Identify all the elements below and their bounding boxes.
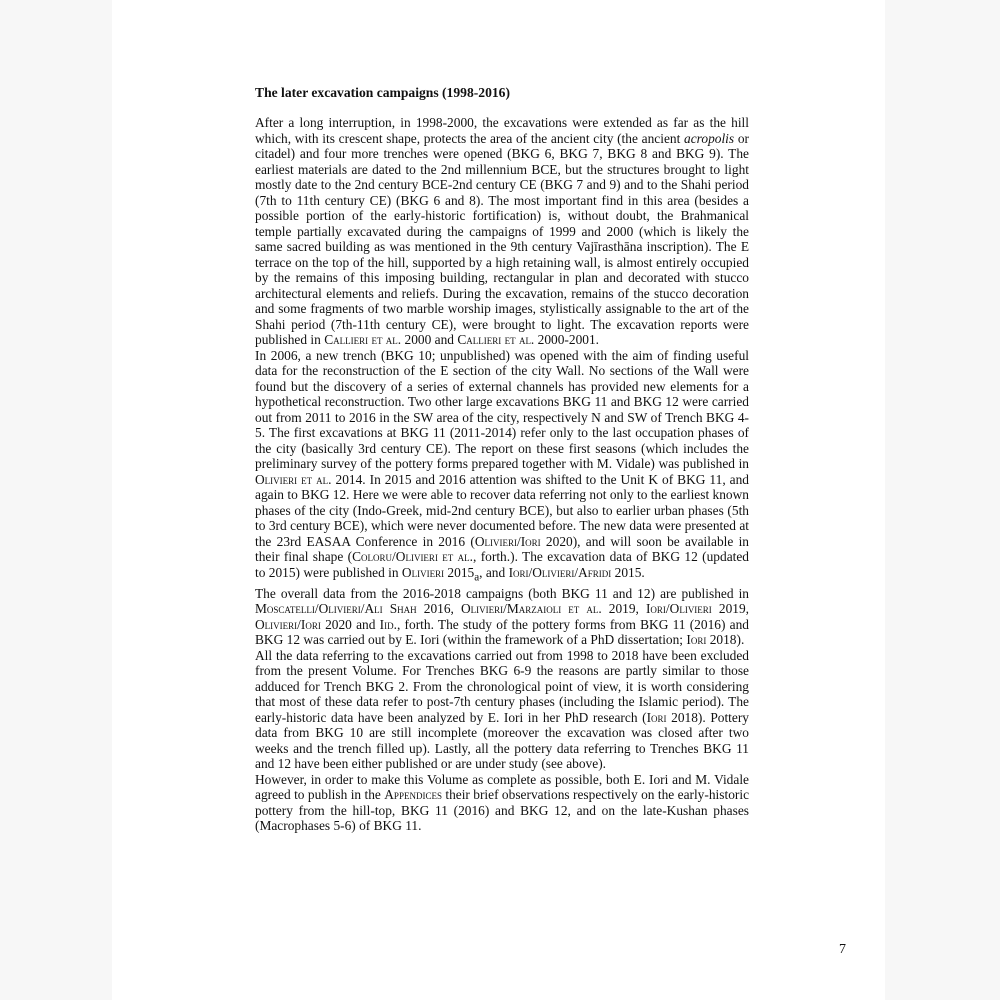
text-run: 2015. — [611, 564, 645, 580]
text-run: their brief observations respectively on the early-historic pottery from the hill-top, BKG 11 (2016) and BKG 12, and on the late-Kushan phases (Macrophases 5-6) of BKG 11. — [255, 787, 750, 834]
text-run: 2000 and — [401, 332, 458, 347]
paragraph-2 — [255, 348, 749, 586]
citation: Iori — [686, 632, 707, 648]
text-run: After a long interruption, in 1998-2000, the excavations were extended as far as the hill which, with its crescent shape, protects the area of the ancient city (the ancient — [255, 115, 749, 146]
paragraph-1 — [255, 115, 749, 348]
citation: Callieri et al. — [324, 332, 402, 347]
text-run: 2015 — [444, 564, 475, 580]
italic-term: acropolis — [684, 130, 735, 146]
page-number: 7 — [839, 942, 846, 957]
citation: Olivieri — [401, 564, 445, 580]
text-run: 2019, — [711, 601, 750, 617]
text-run: 2018). Pottery data from BKG 10 are still incomplete (moreover the excavation was closed after two weeks and the trench filled up). Lastly, all the pottery data referring to Trenches BKG 11 and 12 have been either published or are under study (see above). — [255, 709, 750, 772]
text-run: 2020), and will soon be available in their final shape ( — [255, 533, 749, 564]
text-run: 2020 and — [320, 616, 380, 632]
left-margin-shade — [0, 0, 112, 1000]
text-run: In 2006, a new trench (BKG 10; unpublished) was opened with the aim of finding useful data for the reconstruction of the E section of the city Wall. No sections of the Wall were found but the discovery of a series of external channels has provided new elements for a hypothetical reconstruction. Two other large excavations BKG 11 and BKG 12 were carried out from 2011 to 2016 in the SW area of the city, respectively N and SW of Trench BKG 4-5. The first excavations at BKG 11 (2011-2014) refer only to the last occupation phases of the city (basically 3rd century CE). The report on these first seasons (which includes the preliminary survey of the pottery forms prepared together with M. Vidale) was published in — [255, 347, 749, 471]
section-ref: Appendices — [384, 787, 442, 803]
text-run: , forth. The study of the pottery forms from BKG 11 (2016) and BKG 12 was carried out by E. Iori (within the framework of a PhD dissertation; — [255, 616, 749, 648]
citation: Olivieri/Iori — [255, 616, 321, 632]
body-text — [255, 115, 749, 834]
citation: Olivieri/Marzaioli et al. — [460, 601, 602, 617]
section-heading: The later excavation campaigns (1998-2016) — [255, 85, 510, 100]
paragraph-3 — [255, 586, 749, 648]
text-run: or citadel) and four more trenches were opened (BKG 6, BKG 7, BKG 8 and BKG 9). The earliest materials are dated to the 2nd millennium BCE, but the structures brought to light mostly date to the 2nd century BCE-2nd century CE (BKG 7 and 9) and to the Shahi period (7th to 11th century CE) (BKG 6 and 8). The most important find in this area (besides a possible portion of the early-historic fortification) is, without doubt, the Brahmanical temple partially excavated during the campaigns of 1999 and 2000 (which is likely the same sacred building as was mentioned in the 9th century Vajīrasthāna inscription). The E terrace on the top of the hill, supported by a high retaining wall, is almost entirely occupied by the remains of this imposing building, rectangular in plan and decorated with stucco architectural elements and reliefs. During the excavation, remains of the stucco decoration and some fragments of two marble worship images, stylistically assignable to the art of the Shahi period (7th-11th century CE), were brought to light. The excavation reports were published in — [255, 130, 749, 347]
text-run: 2016, — [416, 601, 461, 617]
citation: Callieri et al. — [457, 332, 535, 347]
citation: Iori/Olivieri — [645, 601, 712, 617]
citation: Iid. — [379, 616, 397, 632]
citation: Coloru/Olivieri et al. — [352, 549, 474, 564]
text-run: 2014. In 2015 and 2016 attention was shifted to the Unit K of BKG 11, and again to BKG 12. Here we were able to recover data referring not only to the earliest known phases of the city (Indo-Greek, mid-2nd century BCE), but also to earlier urban phases (5th to 3rd century BCE), which were never documented before. The new data were presented at the 23rd EASAA Conference in 2016 ( — [255, 471, 749, 549]
text-run: The overall data from the 2016-2018 campaigns (both BKG 11 and 12) are published in — [255, 585, 749, 601]
citation: Iori/Olivieri/Afridi — [508, 564, 612, 580]
citation: Iori — [646, 709, 667, 725]
paragraph-5 — [255, 772, 749, 834]
subscript: a — [474, 571, 480, 584]
text-run: However, in order to make this Volume as complete as possible, both E. Iori and M. Vidale agreed to publish in the — [255, 771, 749, 803]
text-run: 2000-2001. — [534, 332, 600, 347]
citation: Moscatelli/Olivieri/Ali Shah — [255, 601, 417, 617]
text-run: , and — [479, 564, 509, 580]
text-run: , forth.). The excavation data of BKG 12 (updated to 2015) were published in — [255, 549, 749, 580]
citation: Olivieri/Iori — [474, 533, 541, 549]
text-run: All the data referring to the excavations carried out from 1998 to 2018 have been excluded from the present Volume. For Trenches BKG 6-9 the reasons are partly similar to those adduced for Trench BKG 2. From the chronological point of view, it is worth considering that most of these data refer to post-7th century phases (including the Islamic period). The early-historic data have been analyzed by E. Iori in her PhD research ( — [255, 647, 749, 725]
text-run: 2018). — [706, 632, 745, 648]
citation: Olivieri et al. — [255, 471, 332, 487]
paragraph-4 — [255, 648, 749, 772]
text-run: 2019, — [601, 601, 646, 617]
right-margin-shade — [885, 0, 1000, 1000]
